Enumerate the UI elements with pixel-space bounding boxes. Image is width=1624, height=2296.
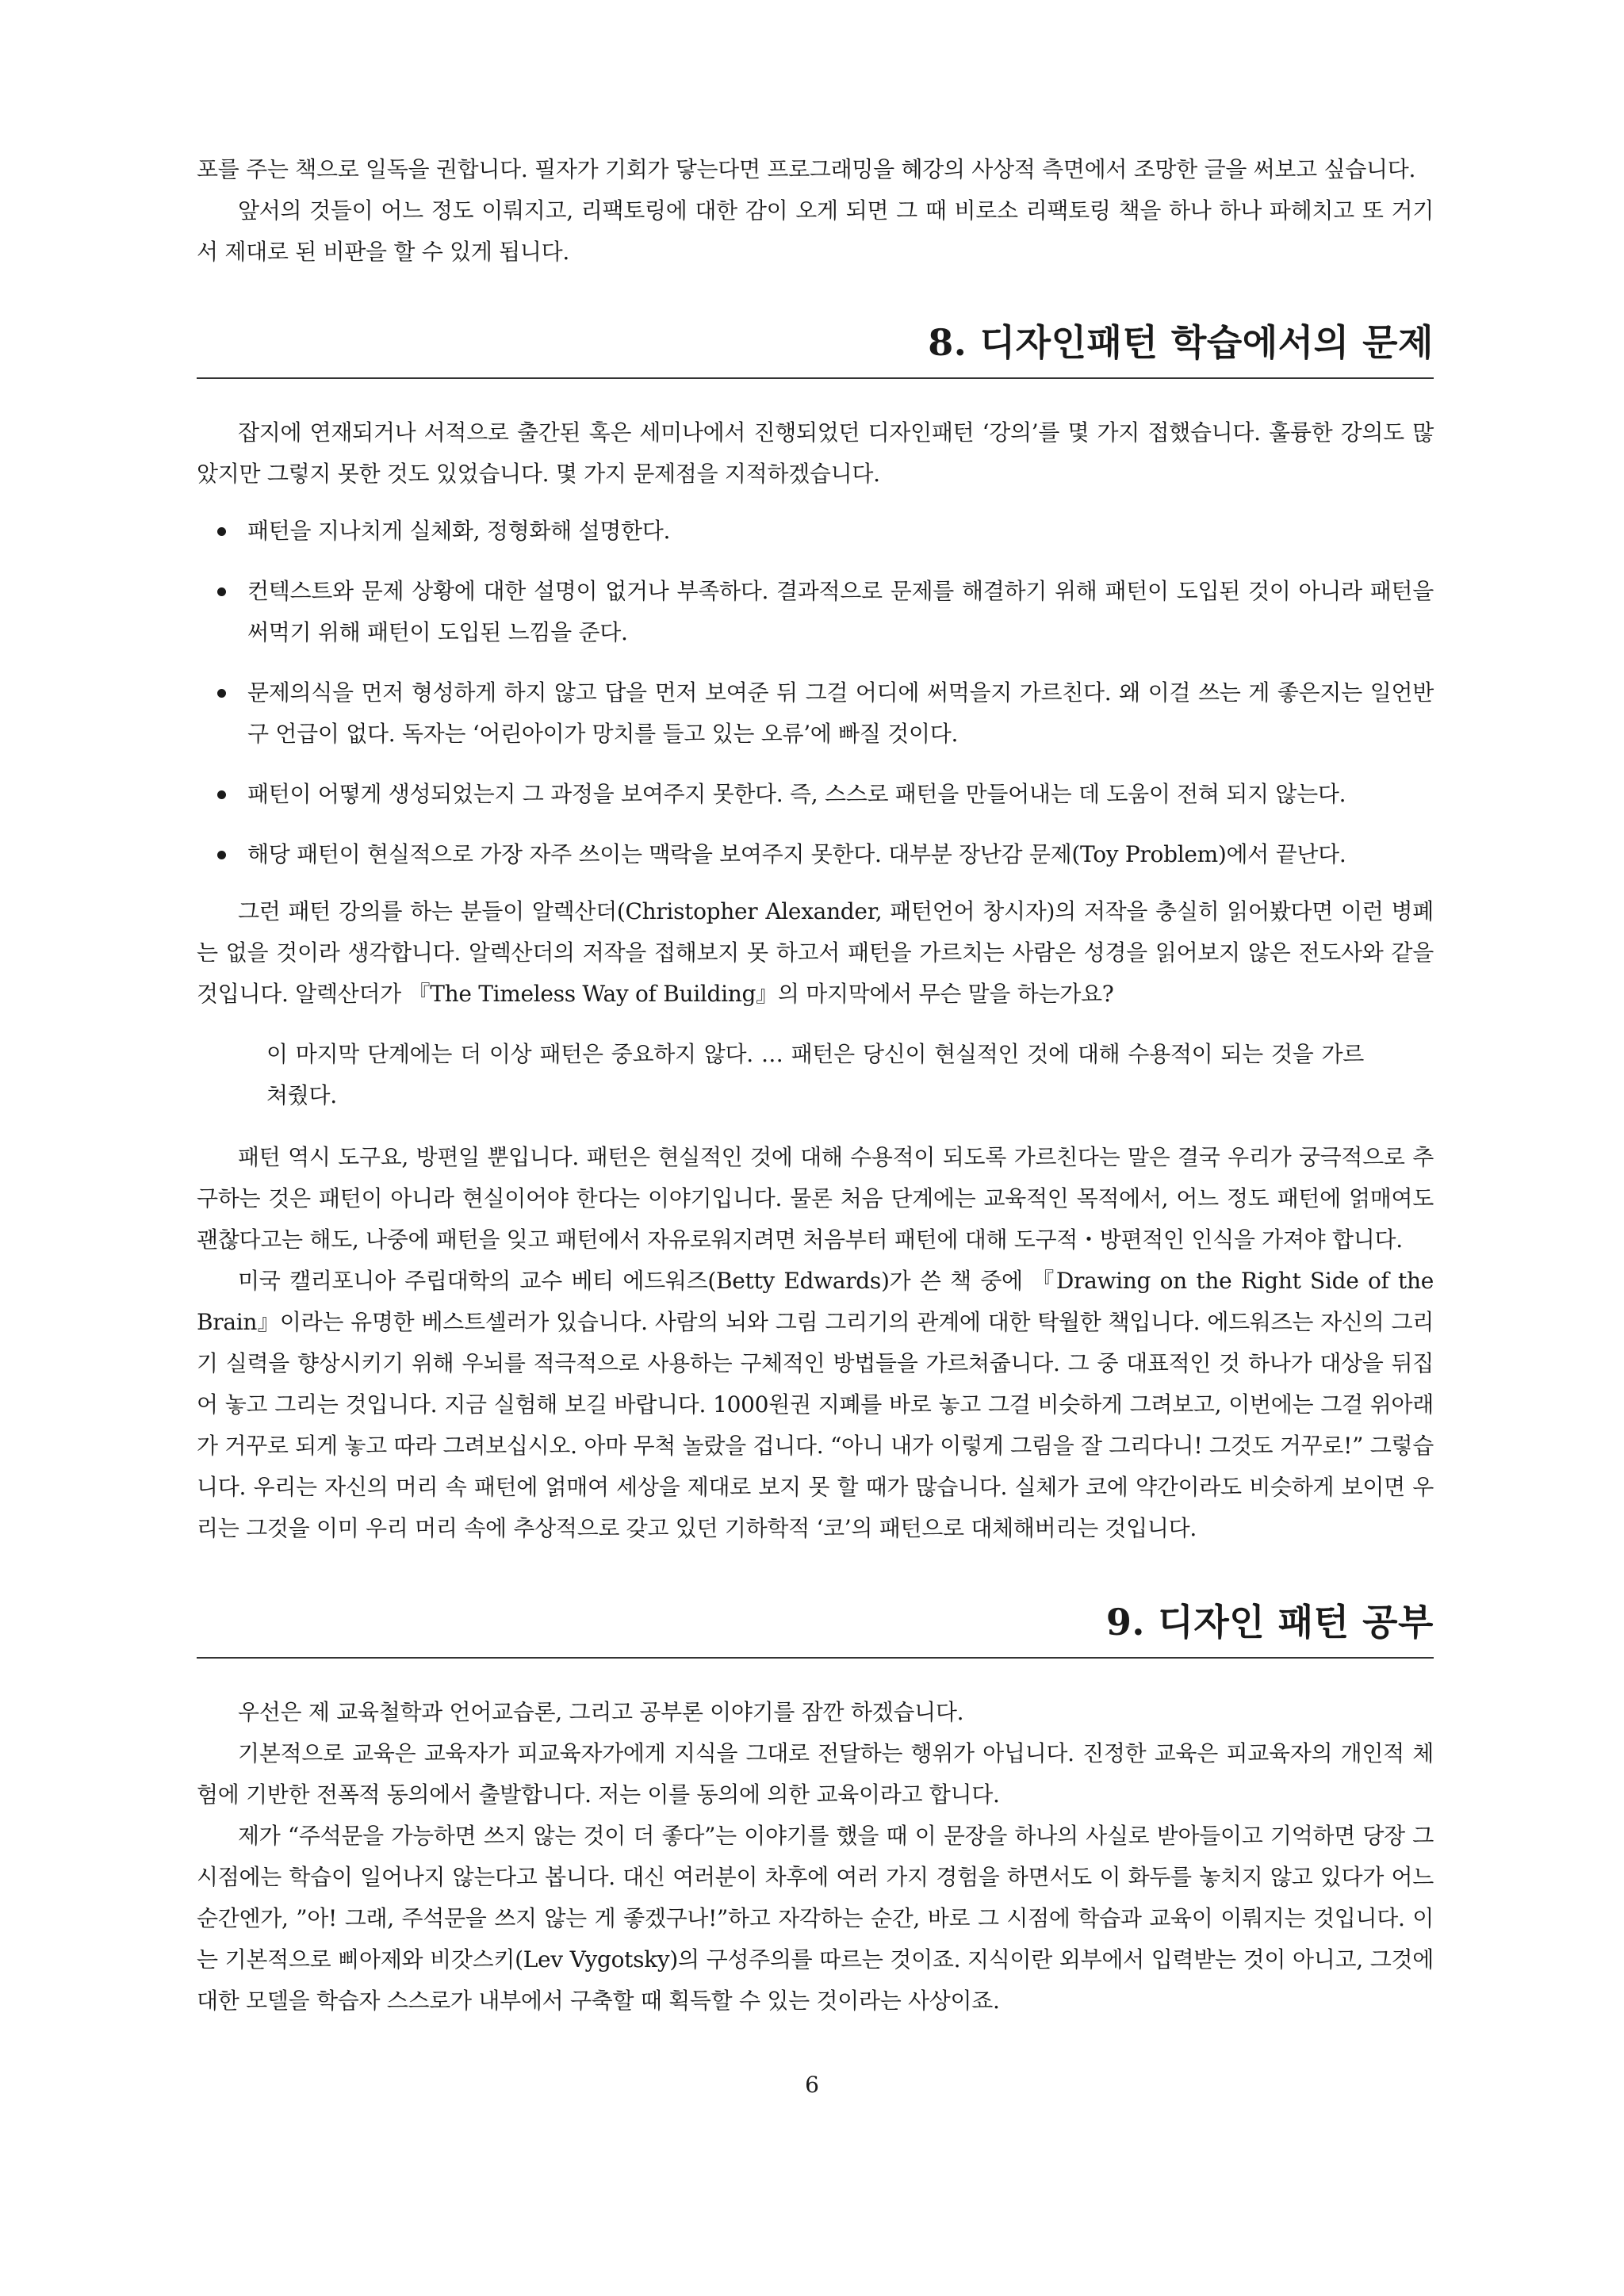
section-8-lead: 잡지에 연재되거나 서적으로 출간된 혹은 세미나에서 진행되었던 디자인패턴 ‘강의’를 몇 가지 접했습니다. 훌륭한 강의도 많았지만 그렇지 못한 것도 있었습니다. 몇 가지 문제점을 지적하겠습니다. <box>197 419 1434 487</box>
list-item-text: 패턴이 어떻게 생성되었는지 그 과정을 보여주지 못한다. 즉, 스스로 패턴을 만들어내는 데 도움이 전혀 되지 않는다. <box>247 781 1346 807</box>
page-number: 6 <box>805 2072 819 2098</box>
list-item-text: 문제의식을 먼저 형성하게 하지 않고 답을 먼저 보여준 뒤 그걸 어디에 써먹을지 가르친다. 왜 이걸 쓰는 게 좋은지는 일언반구 언급이 없다. 독자는 ‘어린아이가 망치를 들고 있는 오류’에 빠질 것이다. <box>247 679 1434 747</box>
body-paragraph: 그런 패턴 강의를 하는 분들이 알렉산더(Christopher Alexander, 패턴언어 창시자)의 저작을 충실히 읽어봤다면 이런 병폐는 없을 것이라 생각합니다. 알렉산더의 저작을 접해보지 못 하고서 패턴을 가르치는 사람은 성경을 읽어보지 않은 전도사와 같을 것입니다. 알렉산더가 『The Timeless Way of Building』의 마지막에서 무슨 말을 하는가요? <box>197 898 1434 1007</box>
bullet-icon <box>217 790 226 799</box>
body-paragraph: 미국 캘리포니아 주립대학의 교수 베티 에드워즈(Betty Edwards)가 쓴 책 중에 『Drawing on the Right Side of the Brain』이라는 유명한 베스트셀러가 있습니다. 사람의 뇌와 그림 그리기의 관계에 대한 탁월한 책입니다. 에드워즈는 자신의 그리기 실력을 향상시키기 위해 우뇌를 적극적으로 사용하는 구체적인 방법들을 가르쳐줍니다. 그 중 대표적인 것 하나가 대상을 뒤집어 놓고 그리는 것입니다. 지금 실험해 보길 바랍니다. 1000원권 지폐를 바로 놓고 그걸 비슷하게 그려보고, 이번에는 그걸 위아래가 거꾸로 되게 놓고 따라 그려보십시오. 아마 무척 놀랐을 겁니다. “아니 내가 이렇게 그림을 잘 그리다니! 그것도 거꾸로!” 그렇습니다. 우리는 자신의 머리 속 패턴에 얽매여 세상을 제대로 보지 못 할 때가 많습니다. 실체가 코에 약간이라도 비슷하게 보이면 우리는 그것을 이미 우리 머리 속에 추상적으로 갖고 있던 기하학적 ‘코’의 패턴으로 대체해버리는 것입니다. <box>197 1268 1434 1541</box>
body-paragraph: 우선은 제 교육철학과 언어교습론, 그리고 공부론 이야기를 잠깐 하겠습니다. <box>238 1699 964 1725</box>
bullet-icon <box>217 689 226 698</box>
intro-paragraph: 포를 주는 책으로 일독을 권합니다. 필자가 기회가 닿는다면 프로그래밍을 혜강의 사상적 측면에서 조망한 글을 써보고 싶습니다. <box>197 156 1416 182</box>
problem-list <box>197 511 1434 875</box>
section-9-heading: 9. 디자인 패턴 공부 <box>197 1598 1434 1659</box>
body-paragraph: 제가 “주석문을 가능하면 쓰지 않는 것이 더 좋다”는 이야기를 했을 때 이 문장을 하나의 사실로 받아들이고 기억하면 당장 그 시점에는 학습이 일어나지 않는다고 봅니다. 대신 여러분이 차후에 여러 가지 경험을 하면서도 이 화두를 놓치지 않고 있다가 어느 순간엔가, ”아! 그래, 주석문을 쓰지 않는 게 좋겠구나!”하고 자각하는 순간, 바로 그 시점에 학습과 교육이 이뤄지는 것입니다. 이는 기본적으로 삐아제와 비갓스키(Lev Vygotsky)의 구성주의를 따르는 것이죠. 지식이란 외부에서 입력받는 것이 아니고, 그것에 대한 모델을 학습자 스스로가 내부에서 구축할 때 획득할 수 있는 것이라는 사상이죠. <box>197 1823 1434 2014</box>
bullet-icon <box>217 851 226 859</box>
body-paragraph: 패턴 역시 도구요, 방편일 뿐입니다. 패턴은 현실적인 것에 대해 수용적이 되도록 가르친다는 말은 결국 우리가 궁극적으로 추구하는 것은 패턴이 아니라 현실이어야 한다는 이야기입니다. 물론 처음 단계에는 교육적인 목적에서, 어느 정도 패턴에 얽매여도 괜찮다고는 해도, 나중에 패턴을 잊고 패턴에서 자유로워지려면 처음부터 패턴에 대해 도구적・방편적인 인식을 가져야 합니다. <box>197 1144 1434 1253</box>
section-8-heading: 8. 디자인패턴 학습에서의 문제 <box>197 319 1434 379</box>
bullet-icon <box>217 587 226 596</box>
list-item <box>247 511 1434 552</box>
list-item-text: 패턴을 지나치게 실체화, 정형화해 설명한다. <box>247 518 671 544</box>
alexander-quote: 이 마지막 단계에는 더 이상 패턴은 중요하지 않다. … 패턴은 당신이 현실적인 것에 대해 수용적이 되는 것을 가르쳐줬다. <box>266 1041 1364 1108</box>
page-body <box>197 149 1434 2022</box>
list-item-text: 해당 패턴이 현실적으로 가장 자주 쓰이는 맥락을 보여주지 못한다. 대부분 장난감 문제(Toy Problem)에서 끝난다. <box>247 841 1346 867</box>
intro-paragraph: 앞서의 것들이 어느 정도 이뤄지고, 리팩토링에 대한 감이 오게 되면 그 때 비로소 리팩토링 책을 하나 하나 파헤치고 또 거기서 제대로 된 비판을 할 수 있게 됩니다. <box>197 197 1434 265</box>
bullet-icon <box>217 527 226 536</box>
list-item <box>247 834 1434 875</box>
list-item <box>247 774 1434 815</box>
list-item <box>247 571 1434 653</box>
list-item-text: 컨텍스트와 문제 상황에 대한 설명이 없거나 부족하다. 결과적으로 문제를 해결하기 위해 패턴이 도입된 것이 아니라 패턴을 써먹기 위해 패턴이 도입된 느낌을 준다. <box>247 578 1434 645</box>
list-item <box>247 672 1434 755</box>
body-paragraph: 기본적으로 교육은 교육자가 피교육자가에게 지식을 그대로 전달하는 행위가 아닙니다. 진정한 교육은 피교육자의 개인적 체험에 기반한 전폭적 동의에서 출발합니다. 저는 이를 동의에 의한 교육이라고 합니다. <box>197 1740 1434 1808</box>
